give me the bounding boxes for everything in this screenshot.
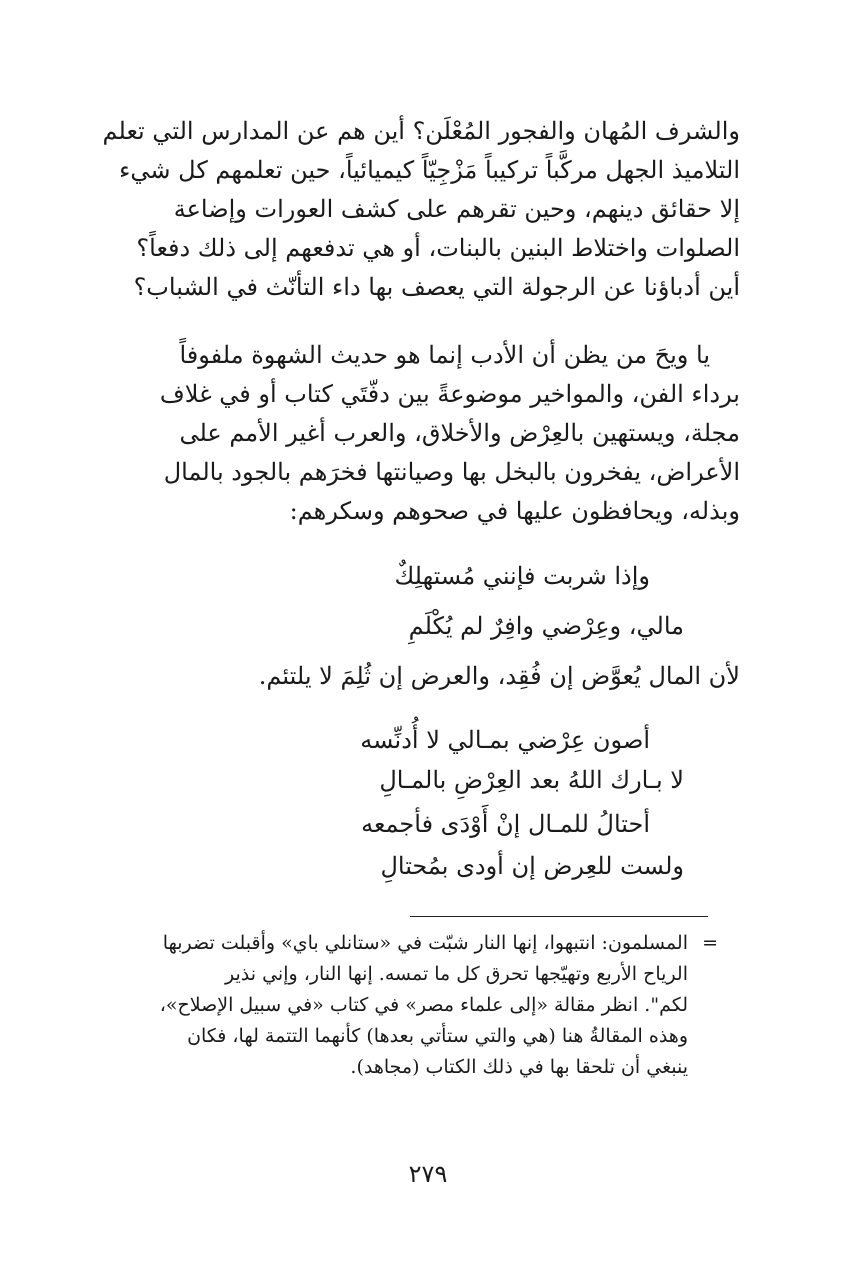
verse-2-line-4: ولست للعِرض إن أودى بمُحتالِ — [380, 852, 684, 880]
footnote-separator — [410, 916, 708, 917]
footnote — [118, 928, 718, 1083]
footnote-line: الرياح الأربع وتهيّجها تحرق كل ما تمسه. إنها النار، وإني نذير — [225, 963, 688, 985]
verse-2-line-2: لا بـارك اللهُ بعد العِرْضِ بالمـالِ — [379, 766, 684, 794]
footnote-line: وهذه المقالةُ هنا (هي والتي ستأتي بعدها) كأنهما التتمة لها، فكان — [187, 1025, 688, 1047]
footnote-marker: = — [702, 932, 718, 954]
footnote-line: ينبغي أن تلحقا بها في ذلك الكتاب (مجاهد). — [350, 1056, 688, 1078]
paragraph-line: والشرف المُهان والفجور المُعْلَن؟ أين هم عن المدارس التي تعلم — [102, 117, 740, 145]
verse-1-hemistich-2: مالي، وعِرْضي وافِرٌ لم يُكْلَمِ — [408, 612, 684, 640]
paragraph-line: التلاميذ الجهل مركَّباً تركيباً مَزْجِيّاً كيميائياً، حين تعلمهم كل شيء — [119, 156, 740, 184]
paragraph-line: مجلة، ويستهين بالعِرْض والأخلاق، والعرب أغير الأمم على — [179, 419, 740, 447]
paragraph-line: الصلوات واختلاط البنين بالبنات، أو هي تدفعهم إلى ذلك دفعاً؟ — [136, 234, 740, 262]
verse-2-line-3: أحتالُ للمـال إنْ أَوْدَى فأجمعه — [361, 810, 650, 838]
footnote-line — [118, 928, 718, 959]
paragraph-line: يا ويحَ من يظن أن الأدب إنما هو حديث الشهوة ملفوفاً — [179, 341, 710, 369]
paragraph-line: برداء الفن، والمواخير موضوعةً بين دفّتَي كتاب أو في غلاف — [159, 380, 740, 408]
page-number: ٢٧٩ — [408, 1160, 448, 1188]
paragraph-line: أين أدباؤنا عن الرجولة التي يعصف بها داء التأنّث في الشباب؟ — [133, 273, 740, 301]
footnote-line: لكم". انظر مقالة «إلى علماء مصر» في كتاب «في سبيل الإصلاح»، — [159, 994, 688, 1016]
verse-2-line-1: أصون عِرْضي بمـالي لا أُدنِّسه — [360, 726, 650, 754]
paragraph-line: وبذله، ويحافظون عليها في صحوهم وسكرهم: — [289, 497, 740, 525]
verse-1-hemistich-1: وإذا شربت فإنني مُستهلِكٌ — [394, 562, 650, 590]
paragraph-line: الأعراض، يفخرون بالبخل بها وصيانتها فخرَهم بالجود بالمال — [163, 458, 740, 486]
prose-line: لأن المال يُعوَّض إن فُقِد، والعرض إن ثُلِمَ لا يلتئم. — [258, 662, 740, 690]
paragraph-line: إلا حقائق دينهم، وحين تقرهم على كشف العورات وإضاعة — [173, 195, 740, 223]
paragraph-1 — [102, 112, 740, 307]
footnote-line-text: المسلمون: انتبهوا، إنها النار شبّت في «ستانلي باي» وأقبلت تضربها — [162, 932, 688, 954]
paragraph-2 — [110, 336, 740, 531]
